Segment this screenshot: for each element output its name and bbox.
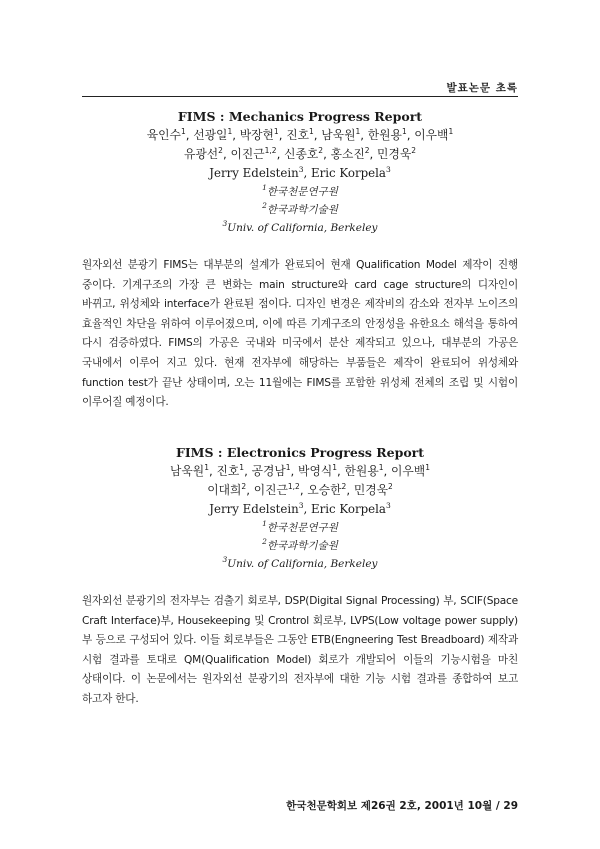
author-affiliation-mark: 3 bbox=[298, 165, 304, 174]
author-line bbox=[82, 462, 518, 481]
author-affiliation-mark: 1 bbox=[355, 127, 361, 136]
author-affiliation-mark: 2 bbox=[364, 146, 370, 155]
author-affiliation-mark: 2 bbox=[218, 146, 223, 155]
author-separator: , bbox=[246, 483, 254, 497]
author-name: 한원용 bbox=[344, 464, 379, 478]
author-separator: , bbox=[208, 464, 217, 478]
author-separator: , bbox=[369, 147, 378, 161]
abstract-text: 원자외선 분광기의 전자부는 검출기 회로부, DSP(Digital Signal Processing) 부, SCIF(Space Craft Interface)부, Housekeeping 및 Crontrol 회로부, LVPS(Low voltage power supply) 부 등으로 구성되어 있다. 이들 회로부들은 그동안 ETB(Engneering Test Breadboard) 제작과 시험 결과를 토대로 QM(Qualification Model) 회로가 개발되어 이들의 기능시험을 마친 상태이다. 이 논문에서는 원자외선 분광기의 전자부에 대한 기능 시험 결과를 종합하여 보고 하고자 한다. bbox=[82, 595, 518, 705]
author-separator: , bbox=[337, 464, 345, 478]
author-line bbox=[82, 126, 518, 145]
author-name: 오승한 bbox=[307, 483, 342, 497]
author-name: Eric Korpela bbox=[311, 502, 386, 516]
author-name: 선광일 bbox=[193, 128, 228, 142]
author-line bbox=[82, 164, 518, 183]
author-name: 박장현 bbox=[239, 128, 274, 142]
author-line bbox=[82, 145, 518, 164]
author-name: 진호 bbox=[216, 464, 240, 478]
header-divider bbox=[82, 96, 518, 97]
author-separator: , bbox=[232, 128, 240, 142]
author-name: 육인수 bbox=[146, 128, 181, 142]
article-title: FIMS : Mechanics Progress Report bbox=[177, 109, 423, 124]
author-name: 공경남 bbox=[251, 464, 286, 478]
affiliation-2: $^2$한국과학기술원 bbox=[262, 537, 338, 552]
author-name: 남욱원 bbox=[170, 464, 205, 478]
author-separator: , bbox=[276, 147, 285, 161]
author-affiliation-mark: 1 bbox=[448, 127, 454, 136]
author-affiliation-mark: 2 bbox=[241, 482, 247, 491]
author-affiliation-mark: 1 bbox=[401, 127, 407, 136]
author-separator: , bbox=[360, 128, 368, 142]
author-affiliation-mark: 1 bbox=[204, 463, 209, 472]
author-affiliation-mark: 1 bbox=[425, 463, 430, 472]
affiliation-3: $^3$Univ. of California, Berkeley bbox=[222, 555, 378, 570]
author-separator: , bbox=[313, 128, 322, 142]
author-affiliation-mark: 1 bbox=[180, 127, 186, 136]
author-name: 이우백 bbox=[391, 464, 426, 478]
author-affiliation-mark: 1 bbox=[285, 463, 291, 472]
author-separator: , bbox=[222, 147, 231, 161]
author-name: 이대희 bbox=[207, 483, 242, 497]
author-name: 신종호 bbox=[284, 147, 319, 161]
author-name: 진호 bbox=[286, 128, 309, 142]
author-affiliation-mark: 1 bbox=[273, 127, 279, 136]
affiliation-1: $^1$한국천문연구원 bbox=[262, 183, 338, 198]
article-title: FIMS : Electronics Progress Report bbox=[175, 445, 425, 460]
author-name: 유광선 bbox=[183, 147, 219, 161]
author-affiliation-mark: 2 bbox=[388, 482, 393, 491]
affiliation-3: $^3$Univ. of California, Berkeley bbox=[222, 219, 378, 234]
author-separator: , bbox=[244, 464, 252, 478]
author-affiliation-mark: 1 bbox=[332, 463, 338, 472]
author-affiliation-mark: 3 bbox=[298, 501, 304, 510]
author-affiliation-mark: 1 bbox=[378, 463, 384, 472]
author-name: 이진근 bbox=[253, 483, 288, 497]
journal-footer: 한국천문학회보 제26권 2호, 2001년 10월 / 29 bbox=[286, 800, 518, 812]
author-line bbox=[82, 500, 518, 519]
author-separator: , bbox=[278, 128, 287, 142]
author-name: Eric Korpela bbox=[311, 166, 386, 180]
author-name: 남욱원 bbox=[321, 128, 356, 142]
author-name: Jerry Edelstein bbox=[209, 166, 299, 180]
author-affiliation-mark: 1 bbox=[239, 463, 245, 472]
author-separator: , bbox=[406, 128, 415, 142]
author-name: 이우백 bbox=[414, 128, 449, 142]
author-name: Jerry Edelstein bbox=[209, 502, 299, 516]
author-separator: , bbox=[346, 483, 354, 497]
author-affiliation-mark: 3 bbox=[385, 501, 391, 510]
author-separator: , bbox=[383, 464, 392, 478]
author-name: 이진근 bbox=[230, 147, 265, 161]
author-affiliation-mark: 2 bbox=[318, 146, 324, 155]
author-name: 한원용 bbox=[367, 128, 402, 142]
author-separator: , bbox=[323, 147, 331, 161]
author-affiliation-mark: 1 bbox=[227, 127, 233, 136]
author-name: 홍소진 bbox=[330, 147, 365, 161]
author-name: 민경욱 bbox=[353, 483, 389, 497]
author-name: 민경욱 bbox=[377, 147, 412, 161]
author-affiliation-mark: 1,2 bbox=[287, 482, 300, 491]
author-affiliation-mark: 1,2 bbox=[264, 146, 277, 155]
author-name: 박영식 bbox=[298, 464, 333, 478]
affiliation-1: $^1$한국천문연구원 bbox=[262, 519, 338, 534]
abstract-electronics bbox=[82, 444, 518, 710]
abstract-mechanics bbox=[82, 108, 518, 413]
author-separator: , bbox=[290, 464, 299, 478]
author-affiliation-mark: 2 bbox=[341, 482, 347, 491]
author-affiliation-mark: 3 bbox=[385, 165, 391, 174]
abstract-text: 원자외선 분광기 FIMS는 대부분의 설계가 완료되어 현재 Qualification Model 제작이 진행 중이다. 기계구조의 가장 큰 변화는 main structure와 card cage structure의 디자인이 바뀌고, 위성체와 interface가 완료된 점이다. 디자인 변경은 제작비의 감소와 전자부 노이즈의 효율적인 차단을 위하여 이루어졌으며, 이에 따른 기계구조의 안정성을 유한요소 해석을 통하여 다시 검증하였다. FIMS의 가공은 국내와 미국에서 분산 제작되고 있으나, 대부분의 가공은 국내에서 이루어 지고 있다. 현재 전자부에 해당하는 부품들은 제작이 완료되어 위성체와 function test가 끝난 상태이며, 오는 11월에는 FIMS를 포함한 위성체 전체의 조립 및 시험이 이루어질 예정이다. bbox=[82, 259, 518, 409]
author-affiliation-mark: 1 bbox=[309, 127, 314, 136]
author-separator: , bbox=[185, 128, 194, 142]
author-separator: , bbox=[299, 483, 308, 497]
author-affiliation-mark: 2 bbox=[411, 146, 417, 155]
author-separator: , bbox=[303, 166, 311, 180]
affiliation-2: $^2$한국과학기술원 bbox=[262, 201, 338, 216]
author-line bbox=[82, 481, 518, 500]
section-label: 발표논문 초록 bbox=[446, 82, 518, 94]
author-separator: , bbox=[303, 502, 311, 516]
